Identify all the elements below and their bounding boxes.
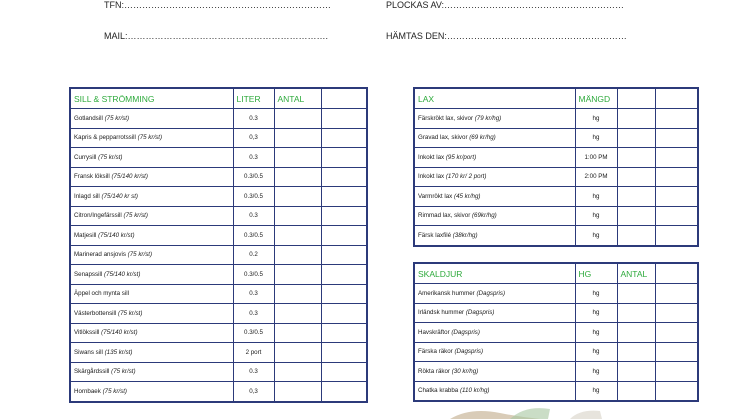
salmon-product-name: Gravad lax, skivor — [418, 134, 468, 142]
herring-product-price: (75 kr/st) — [102, 387, 127, 395]
herring-input-cell[interactable] — [274, 128, 321, 148]
salmon-quantity-cell: hg — [575, 109, 617, 129]
herring-input-cell[interactable] — [274, 206, 321, 226]
herring-input-cell[interactable] — [321, 343, 367, 363]
herring-product-cell — [70, 245, 233, 265]
herring-row — [70, 226, 367, 246]
phone-field[interactable]: TFN:…………………………………………………………… — [104, 0, 331, 10]
herring-input-cell[interactable] — [274, 343, 321, 363]
salmon-table — [413, 87, 699, 247]
herring-input-cell[interactable] — [274, 245, 321, 265]
herring-product-cell — [70, 382, 233, 402]
herring-input-cell[interactable] — [321, 362, 367, 382]
shellfish-quantity-cell: hg — [575, 381, 617, 401]
shellfish-input-cell[interactable] — [617, 362, 655, 382]
herring-input-cell[interactable] — [274, 167, 321, 187]
salmon-product-name: Rimmad lax, skivor — [418, 212, 472, 220]
shellfish-product-price: (30 kr/hg) — [451, 367, 479, 375]
shellfish-product-cell — [414, 381, 575, 401]
herring-quantity-cell: 0.3 — [233, 284, 274, 304]
herring-product-cell — [70, 284, 233, 304]
herring-product-cell — [70, 362, 233, 382]
herring-product-name: Hornbaek — [74, 387, 101, 395]
shellfish-header-product: SKALDJUR — [414, 263, 575, 284]
herring-row — [70, 284, 367, 304]
herring-product-name: Fransk löksill — [74, 173, 110, 181]
salmon-input-cell[interactable] — [617, 226, 655, 246]
salmon-header-amount: MÄNGD — [575, 88, 617, 109]
salmon-input-cell[interactable] — [655, 187, 698, 207]
herring-product-price: (75 kr/st) — [104, 114, 130, 122]
shellfish-header-hg: HG — [575, 263, 617, 284]
shellfish-input-cell[interactable] — [655, 323, 698, 343]
herring-input-cell[interactable] — [274, 304, 321, 324]
herring-product-name: Inlagd sill — [74, 192, 100, 200]
herring-input-cell[interactable] — [274, 362, 321, 382]
herring-input-cell[interactable] — [274, 323, 321, 343]
shellfish-input-cell[interactable] — [617, 303, 655, 323]
salmon-input-cell[interactable] — [617, 128, 655, 148]
herring-row — [70, 323, 367, 343]
pickup-date-field[interactable]: HÄMTAS DEN:…………………………………………………… — [386, 31, 627, 41]
herring-product-price: (75/140 kr/st) — [111, 173, 148, 181]
herring-input-cell[interactable] — [321, 304, 367, 324]
shellfish-product-price: (110 kr/hg) — [459, 387, 490, 395]
herring-row — [70, 265, 367, 285]
herring-product-name: Vitlökssill — [74, 329, 102, 337]
salmon-input-cell[interactable] — [617, 109, 655, 129]
herring-product-cell — [70, 167, 233, 187]
herring-input-cell[interactable] — [321, 382, 367, 402]
salmon-product-name: Färsk laxfilé — [418, 231, 452, 239]
shellfish-product-price: (Dagspris) — [465, 309, 495, 317]
herring-product-cell — [70, 206, 233, 226]
herring-input-cell[interactable] — [321, 226, 367, 246]
salmon-input-cell[interactable] — [617, 206, 655, 226]
salmon-input-cell[interactable] — [617, 148, 655, 168]
shellfish-product-cell — [414, 362, 575, 382]
herring-quantity-cell: 0,3 — [233, 128, 274, 148]
herring-input-cell[interactable] — [274, 148, 321, 168]
herring-product-name: Siwans sill — [74, 348, 103, 356]
salmon-input-cell[interactable] — [655, 226, 698, 246]
herring-header-extra — [321, 88, 367, 109]
herring-input-cell[interactable] — [321, 245, 367, 265]
herring-row — [70, 148, 367, 168]
salmon-product-name: Varmrökt lax — [418, 192, 453, 200]
herring-input-cell[interactable] — [321, 323, 367, 343]
shellfish-row — [414, 342, 698, 362]
salmon-header-extra-1 — [617, 88, 655, 109]
salmon-input-cell[interactable] — [617, 167, 655, 187]
shellfish-row — [414, 284, 698, 304]
herring-product-price: (135 kr/st) — [104, 348, 133, 356]
salmon-product-price: (69 kr/hg) — [469, 134, 496, 142]
salmon-row — [414, 187, 698, 207]
herring-product-cell — [70, 109, 233, 129]
salmon-product-name: Inkokt lax — [418, 173, 445, 181]
salmon-product-price: (79 kr/hg) — [474, 114, 502, 122]
herring-product-price: (75 kr/st) — [111, 368, 136, 376]
shellfish-input-cell[interactable] — [617, 323, 655, 343]
shellfish-header-row — [414, 263, 698, 284]
shellfish-product-cell — [414, 303, 575, 323]
salmon-quantity-cell: hg — [575, 226, 617, 246]
herring-product-name: Västerbottensill — [74, 309, 117, 317]
herring-quantity-cell: 0.3/0.5 — [233, 265, 274, 285]
shellfish-input-cell[interactable] — [655, 381, 698, 401]
salmon-input-cell[interactable] — [655, 148, 698, 168]
herring-row — [70, 167, 367, 187]
salmon-product-name: Inkokt lax — [418, 153, 445, 161]
herring-product-name: Currysill — [74, 153, 97, 161]
herring-product-name: Senapssill — [74, 270, 103, 278]
shellfish-product-cell — [414, 284, 575, 304]
herring-table — [69, 87, 368, 403]
herring-input-cell[interactable] — [321, 265, 367, 285]
picked-up-by-field[interactable]: PLOCKAS AV:…………………………………………………… — [386, 0, 625, 10]
herring-header-product: SILL & STRÖMMING — [70, 88, 233, 109]
herring-product-cell — [70, 148, 233, 168]
herring-product-cell — [70, 226, 233, 246]
shellfish-product-cell — [414, 323, 575, 343]
herring-input-cell[interactable] — [321, 284, 367, 304]
salmon-product-price: (45 kr/hg) — [454, 192, 481, 200]
shellfish-product-name: Färska räkor — [418, 348, 453, 356]
herring-quantity-cell: 0.3/0.5 — [233, 167, 274, 187]
shellfish-input-cell[interactable] — [655, 362, 698, 382]
herring-quantity-cell: 0.3 — [233, 148, 274, 168]
herring-input-cell[interactable] — [274, 382, 321, 402]
herring-product-cell — [70, 304, 233, 324]
herring-header-count: ANTAL — [274, 88, 321, 109]
shellfish-product-name: Irländsk hummer — [418, 309, 465, 317]
seafood-illustration — [430, 403, 610, 419]
herring-row — [70, 206, 367, 226]
herring-header-row — [70, 88, 367, 109]
salmon-row — [414, 109, 698, 129]
salmon-row — [414, 167, 698, 187]
shellfish-input-cell[interactable] — [617, 342, 655, 362]
salmon-product-price: (95 kr/port) — [445, 153, 477, 161]
herring-product-name: Kapris & pepparrotssill — [74, 134, 136, 142]
herring-product-name: Marinerad ansjovis — [74, 251, 126, 259]
salmon-input-cell[interactable] — [617, 187, 655, 207]
shellfish-row — [414, 381, 698, 401]
shellfish-row — [414, 303, 698, 323]
herring-input-cell[interactable] — [274, 187, 321, 207]
herring-row — [70, 128, 367, 148]
herring-header-liter: LITER — [233, 88, 274, 109]
shellfish-row — [414, 323, 698, 343]
shellfish-quantity-cell: hg — [575, 284, 617, 304]
herring-product-cell — [70, 187, 233, 207]
shellfish-row — [414, 362, 698, 382]
herring-product-name: Gotlandsill — [74, 114, 103, 122]
herring-row — [70, 382, 367, 402]
herring-input-cell[interactable] — [321, 128, 367, 148]
shellfish-input-cell[interactable] — [655, 284, 698, 304]
herring-product-cell — [70, 265, 233, 285]
herring-row — [70, 187, 367, 207]
salmon-row — [414, 206, 698, 226]
salmon-row — [414, 226, 698, 246]
herring-input-cell[interactable] — [321, 187, 367, 207]
salmon-input-cell[interactable] — [655, 206, 698, 226]
salmon-product-cell — [414, 148, 575, 168]
salmon-quantity-cell: hg — [575, 128, 617, 148]
shellfish-header-count: ANTAL — [617, 263, 655, 284]
shellfish-input-cell[interactable] — [617, 381, 655, 401]
email-field[interactable]: MAIL:…………………………………………………………. — [104, 31, 329, 41]
salmon-quantity-cell: 2:00 PM — [575, 167, 617, 187]
herring-input-cell[interactable] — [321, 148, 367, 168]
herring-quantity-cell: 2 port — [233, 343, 274, 363]
salmon-input-cell[interactable] — [655, 167, 698, 187]
herring-quantity-cell: 0.3/0.5 — [233, 226, 274, 246]
shellfish-product-name: Amerikansk hummer — [418, 289, 475, 297]
herring-product-price: (75 kr/st) — [123, 212, 148, 220]
salmon-product-price: (38kr/hg) — [452, 231, 478, 239]
herring-quantity-cell: 0.3/0.5 — [233, 323, 274, 343]
herring-quantity-cell: 0.3 — [233, 304, 274, 324]
herring-row — [70, 343, 367, 363]
herring-product-price: (75/140 kr st) — [101, 192, 138, 200]
salmon-product-cell — [414, 109, 575, 129]
herring-row — [70, 362, 367, 382]
shellfish-product-name: Chatka krabba — [418, 387, 459, 395]
shellfish-product-name: Havskräftor — [418, 328, 450, 336]
salmon-input-cell[interactable] — [655, 109, 698, 129]
shellfish-input-cell[interactable] — [655, 342, 698, 362]
salmon-header-extra-2 — [655, 88, 698, 109]
herring-quantity-cell: 0.3 — [233, 206, 274, 226]
herring-product-price: (75/140 kr/st) — [101, 329, 138, 337]
herring-input-cell[interactable] — [321, 206, 367, 226]
salmon-product-cell — [414, 206, 575, 226]
herring-quantity-cell: 0.3 — [233, 362, 274, 382]
salmon-product-cell — [414, 226, 575, 246]
herring-product-name: Citron/Ingefärssill — [74, 212, 122, 220]
salmon-product-cell — [414, 128, 575, 148]
salmon-product-price: (69kr/hg) — [471, 212, 497, 220]
shellfish-product-price: (Dagspris) — [476, 289, 506, 297]
herring-row — [70, 245, 367, 265]
herring-product-price: (75/140 kr/st) — [98, 231, 135, 239]
salmon-product-cell — [414, 187, 575, 207]
salmon-header-product: LAX — [414, 88, 575, 109]
salmon-product-name: Färskrökt lax, skivor — [418, 114, 474, 122]
herring-quantity-cell: 0.3/0.5 — [233, 187, 274, 207]
herring-product-price: (75 kr/st) — [118, 309, 143, 317]
shellfish-input-cell[interactable] — [655, 303, 698, 323]
herring-product-price: (75 kr/st) — [98, 153, 123, 161]
salmon-product-cell — [414, 167, 575, 187]
herring-quantity-cell: 0.3 — [233, 109, 274, 129]
shellfish-header-extra — [655, 263, 698, 284]
herring-input-cell[interactable] — [274, 284, 321, 304]
herring-product-cell — [70, 343, 233, 363]
herring-row — [70, 304, 367, 324]
salmon-quantity-cell: hg — [575, 187, 617, 207]
salmon-input-cell[interactable] — [655, 128, 698, 148]
salmon-row — [414, 148, 698, 168]
shellfish-product-cell — [414, 342, 575, 362]
herring-quantity-cell: 0.2 — [233, 245, 274, 265]
shellfish-product-price: (Dagspris) — [454, 348, 484, 356]
herring-input-cell[interactable] — [274, 265, 321, 285]
herring-product-price: (75 kr/st) — [127, 251, 153, 259]
salmon-product-price: (170 kr/ 2 port) — [445, 173, 487, 181]
herring-input-cell[interactable] — [274, 226, 321, 246]
herring-input-cell[interactable] — [321, 109, 367, 129]
herring-product-cell — [70, 128, 233, 148]
shellfish-input-cell[interactable] — [617, 284, 655, 304]
shellfish-product-price: (Dagspris) — [451, 328, 480, 336]
salmon-quantity-cell: hg — [575, 206, 617, 226]
herring-product-price: (75/140 kr/st) — [103, 270, 141, 278]
shellfish-quantity-cell: hg — [575, 323, 617, 343]
shellfish-quantity-cell: hg — [575, 362, 617, 382]
shellfish-quantity-cell: hg — [575, 303, 617, 323]
herring-product-cell — [70, 323, 233, 343]
shellfish-quantity-cell: hg — [575, 342, 617, 362]
herring-product-name: Skärgårdssill — [74, 368, 110, 376]
herring-row — [70, 109, 367, 129]
herring-product-price: (75 kr/st) — [137, 134, 163, 142]
herring-input-cell[interactable] — [274, 109, 321, 129]
herring-quantity-cell: 0,3 — [233, 382, 274, 402]
herring-product-name: Äppel och mynta sill — [74, 290, 130, 298]
salmon-header-row — [414, 88, 698, 109]
shellfish-table — [413, 262, 699, 402]
salmon-quantity-cell: 1:00 PM — [575, 148, 617, 168]
herring-input-cell[interactable] — [321, 167, 367, 187]
shellfish-product-name: Rökta räkor — [418, 367, 450, 375]
salmon-row — [414, 128, 698, 148]
herring-product-name: Matjesill — [74, 231, 99, 239]
